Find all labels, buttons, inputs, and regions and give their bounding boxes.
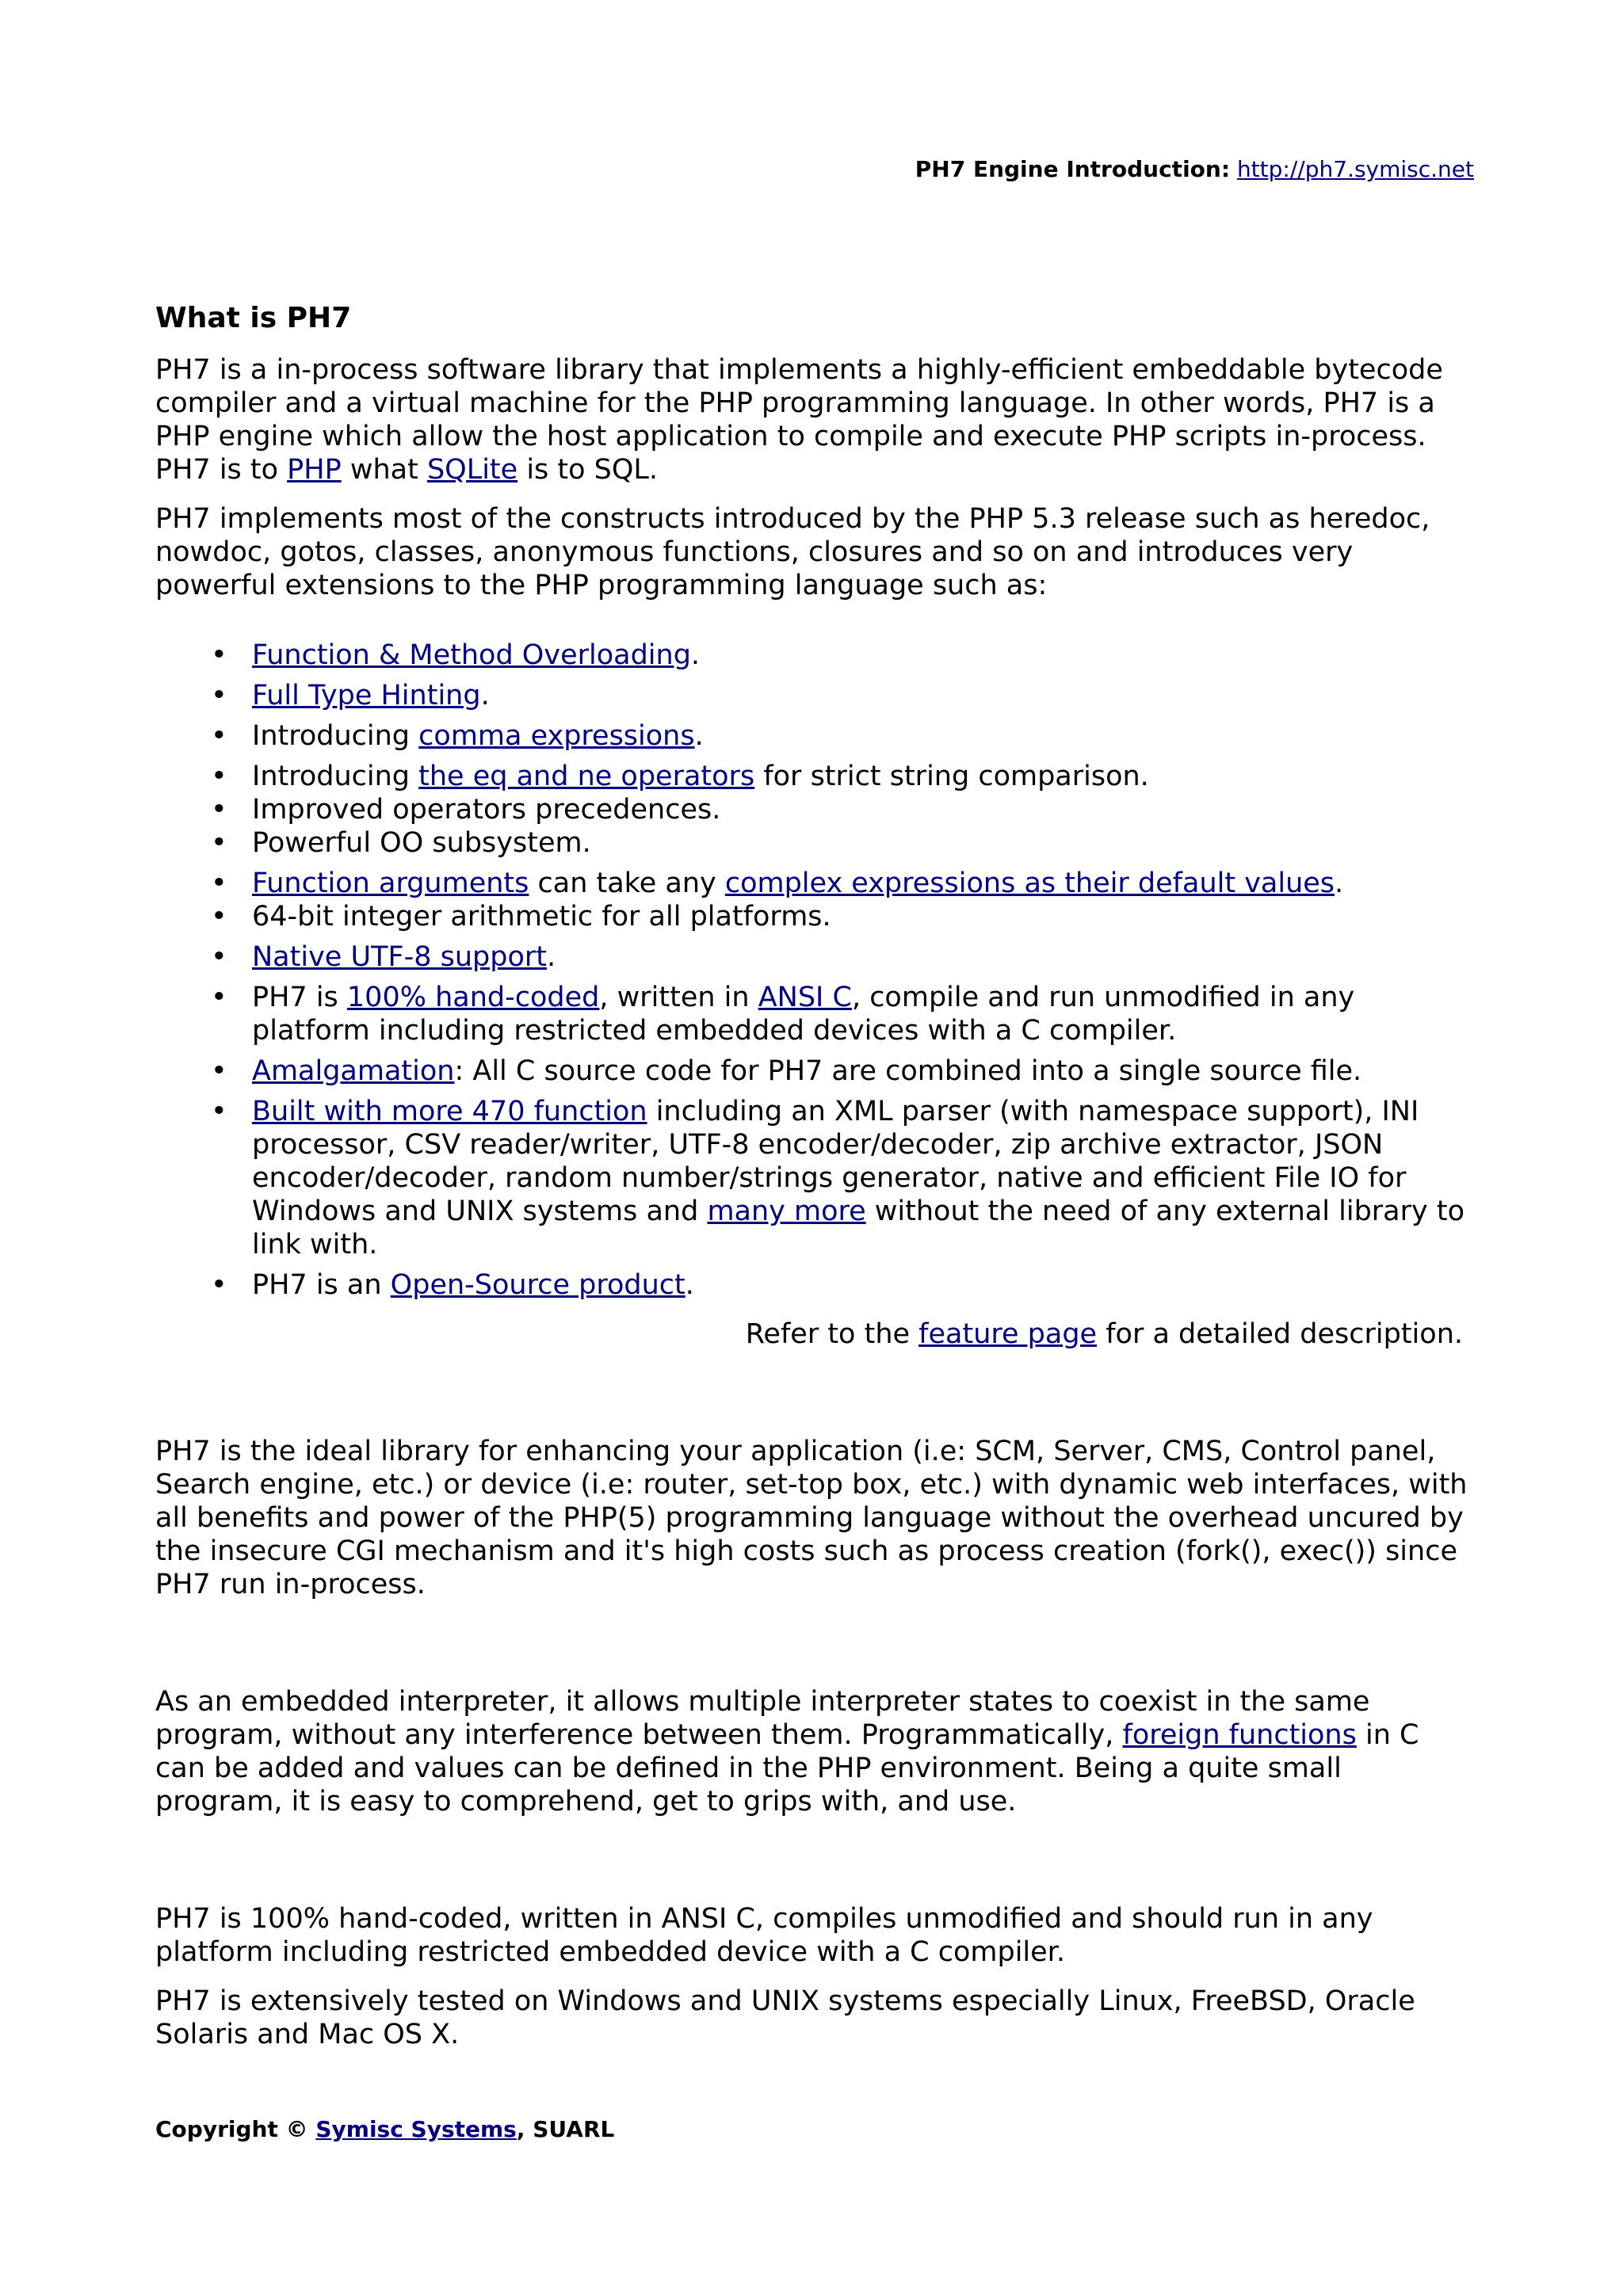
feature-text: , compile and run unmodified in any platform including restricted embedded devices with a C compiler. bbox=[252, 982, 1355, 1047]
utf8-support-link[interactable]: Native UTF-8 support bbox=[252, 941, 547, 973]
function-arguments-link[interactable]: Function arguments bbox=[252, 868, 529, 899]
feature-text: . bbox=[690, 639, 701, 671]
feature-text: PH7 is bbox=[252, 982, 347, 1013]
foreign-functions-link[interactable]: foreign functions bbox=[1122, 1719, 1357, 1751]
feature-text: . bbox=[694, 720, 704, 752]
feature-item bbox=[155, 1055, 1471, 1088]
hand-coded-paragraph: PH7 is 100% hand-coded, written in ANSI C, compiles unmodified and should run in any platform including restricted embedded device with a C compiler. bbox=[155, 1903, 1373, 1968]
ideal-library-paragraph: PH7 is the ideal library for enhancing your application (i.e: SCM, Server, CMS, Control panel, Search engine, etc.) or device (i.e: router, set-top box, etc.) with dynamic web interfaces, with all benefits and power of the PHP(5) programming language without the overhead uncured by the insecure CGI mechanism and it's high costs such as process creation (fork(), exec()) since PH7 run in-process. bbox=[155, 1436, 1468, 1600]
copyright-text: Copyright © bbox=[155, 2116, 316, 2142]
feature-item bbox=[155, 639, 1471, 672]
many-more-link[interactable]: many more bbox=[707, 1196, 866, 1227]
feature-text: . bbox=[480, 680, 490, 711]
sqlite-link[interactable]: SQLite bbox=[426, 454, 518, 486]
feature-item bbox=[155, 1268, 1471, 1302]
embedded-text: As an embedded interpreter, it allows multiple interpreter states to coexist in the same program, without any interference between them. Programmatically, bbox=[155, 1686, 1370, 1751]
feature-item: • 64-bit integer arithmetic for all platforms. bbox=[155, 900, 1471, 933]
extensions-paragraph: PH7 implements most of the constructs introduced by the PHP 5.3 release such as heredoc, nowdoc, gotos, classes, anonymous functions, closures and so on and introduces very powerful extensions to the PHP programming language such as: bbox=[155, 503, 1430, 601]
feature-item bbox=[155, 867, 1471, 900]
php-link[interactable]: PHP bbox=[287, 454, 342, 486]
feature-text: PH7 is an bbox=[252, 1269, 391, 1301]
eq-ne-operators-link[interactable]: the eq and ne operators bbox=[418, 761, 755, 792]
feature-text: . bbox=[685, 1269, 694, 1301]
feature-text: without the need of any external library to link with. bbox=[252, 1196, 1465, 1261]
intro-text-end: is to SQL. bbox=[517, 454, 659, 486]
refer-text-end: for a detailed description. bbox=[1097, 1318, 1463, 1350]
overloading-link[interactable]: Function & Method Overloading bbox=[252, 639, 691, 671]
feature-text: : All C source code for PH7 are combined into a single source file. bbox=[454, 1055, 1362, 1087]
comma-expressions-link[interactable]: comma expressions bbox=[418, 720, 695, 752]
open-source-link[interactable]: Open-Source product bbox=[390, 1269, 685, 1301]
feature-page-link[interactable]: feature page bbox=[918, 1318, 1098, 1350]
embedded-interpreter-paragraph bbox=[155, 1685, 1471, 1818]
feature-text: Introducing bbox=[252, 761, 419, 792]
header-site-link[interactable]: http://ph7.symisc.net bbox=[1236, 156, 1474, 182]
page-footer bbox=[155, 2114, 614, 2145]
feature-item bbox=[155, 679, 1471, 712]
refer-line bbox=[155, 1318, 1463, 1351]
page-header bbox=[915, 154, 1474, 185]
feature-item bbox=[155, 981, 1471, 1047]
ansi-c-link[interactable]: ANSI C bbox=[758, 982, 852, 1013]
built-in-functions-link[interactable]: Built with more 470 function bbox=[252, 1096, 647, 1127]
feature-list bbox=[155, 639, 1471, 1302]
symisc-systems-link[interactable]: Symisc Systems bbox=[315, 2116, 517, 2142]
feature-item bbox=[155, 760, 1471, 793]
feature-item: • Improved operators precedences. bbox=[155, 793, 1471, 826]
refer-text: Refer to the bbox=[745, 1318, 919, 1350]
feature-text: Introducing bbox=[252, 720, 419, 752]
copyright-suffix: , SUARL bbox=[516, 2116, 615, 2142]
type-hinting-link[interactable]: Full Type Hinting bbox=[252, 680, 481, 711]
tested-paragraph: PH7 is extensively tested on Windows and UNIX systems especially Linux, FreeBSD, Oracle Solaris and Mac OS X. bbox=[155, 1985, 1415, 2050]
feature-text: for strict string comparison. bbox=[754, 761, 1149, 792]
feature-text: . bbox=[546, 941, 556, 973]
default-values-link[interactable]: complex expressions as their default values bbox=[724, 868, 1335, 899]
amalgamation-link[interactable]: Amalgamation bbox=[252, 1055, 455, 1087]
intro-paragraph bbox=[155, 353, 1471, 486]
feature-text: can take any bbox=[529, 868, 725, 899]
feature-item bbox=[155, 719, 1471, 753]
feature-text: . bbox=[1335, 868, 1344, 899]
feature-text: including an XML parser (with namespace support), INI processor, CSV reader/writer, UTF-8 encoder/decoder, zip archive extractor, JSON encoder/decoder, random number/strings generator, native and efficient File IO for Windows and UNIX systems and bbox=[252, 1096, 1419, 1227]
section-title: What is PH7 bbox=[155, 302, 352, 334]
feature-item bbox=[155, 1095, 1471, 1261]
intro-text-what: what bbox=[341, 454, 427, 486]
embedded-text-end: in C can be added and values can be defined in the PHP environment. Being a quite small program, it is easy to comprehend, get to grips with, and use. bbox=[155, 1719, 1419, 1817]
hand-coded-link[interactable]: 100% hand-coded bbox=[346, 982, 600, 1013]
header-label: PH7 Engine Introduction: bbox=[915, 156, 1231, 182]
intro-text: PH7 is a in-process software library that implements a highly-efficient embeddable bytecode compiler and a virtual machine for the PHP programming language. In other words, PH7 is a PHP engine which allow the host application to compile and execute PHP scripts in-process. PH7 is to bbox=[155, 354, 1443, 486]
main-content bbox=[155, 301, 1471, 2051]
feature-text: , written in bbox=[599, 982, 758, 1013]
feature-item: • Powerful OO subsystem. bbox=[155, 826, 1471, 860]
feature-item bbox=[155, 940, 1471, 974]
